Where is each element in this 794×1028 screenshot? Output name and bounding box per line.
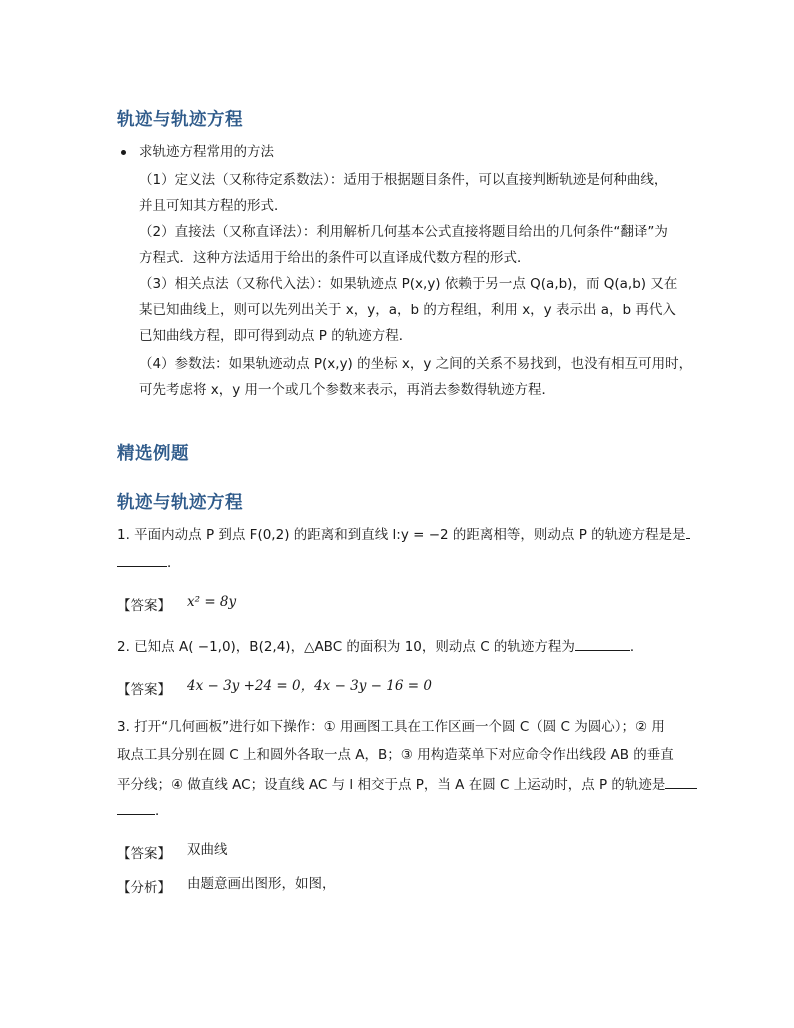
question-3-line-2: 取点工具分别在圆 C 上和圆外各取一点 A，B；③ 用构造菜单下对应命令作出线段 AB 的垂直 bbox=[117, 747, 674, 763]
answer-3: 双曲线 bbox=[187, 842, 228, 858]
question-1-text bbox=[117, 526, 690, 544]
question-3-continuation bbox=[117, 800, 169, 820]
question-1-end: ． bbox=[167, 555, 181, 571]
method-line-3: （2）直接法（又称直译法）：利用解析几何基本公式直接将题目给出的几何条件“翻译”为 bbox=[139, 224, 668, 240]
section-title-examples: 精选例题 bbox=[117, 444, 189, 464]
method-line-9: 可先考虑将 x，y 用一个或几个参数来表示，再消去参数得轨迹方程． bbox=[139, 382, 556, 398]
question-1-blank-start bbox=[686, 538, 690, 539]
method-line-4: 方程式．这种方法适用于给出的条件可以直译成代数方程的形式． bbox=[139, 250, 531, 266]
question-3-blank-start bbox=[665, 774, 697, 789]
question-2-end: ． bbox=[629, 639, 644, 655]
method-line-8: （4）参数法：如果轨迹动点 P(x,y) 的坐标 x，y 之间的关系不易找到，也没有相互可用时， bbox=[139, 356, 693, 372]
method-line-5: （3）相关点法（又称代入法）：如果轨迹点 P(x,y) 依赖于另一点 Q(a,b)，而 Q(a,b) 又在 bbox=[139, 276, 678, 292]
answer-2-label: 【答案】 bbox=[117, 682, 171, 698]
question-3-end: ． bbox=[155, 803, 169, 819]
answer-1: x² = 8y bbox=[187, 594, 237, 610]
method-line-6: 某已知曲线上，则可以先列出关于 x，y，a，b 的方程组，利用 x，y 表示出 a，b 再代入 bbox=[139, 302, 676, 318]
bullet-text: 求轨迹方程常用的方法 bbox=[139, 144, 274, 160]
question-2-body: 2. 已知点 A( −1,0)，B(2,4)，△ABC 的面积为 10，则动点 C 的轨迹方程为 bbox=[117, 639, 575, 655]
section-title-locus: 轨迹与轨迹方程 bbox=[117, 110, 243, 130]
answer-3-label: 【答案】 bbox=[117, 846, 171, 862]
section-title-locus-2: 轨迹与轨迹方程 bbox=[117, 493, 243, 513]
question-1-continuation bbox=[117, 552, 181, 572]
method-line-1: （1）定义法（又称待定系数法）：适用于根据题目条件，可以直接判断轨迹是何种曲线， bbox=[139, 172, 668, 188]
question-3-blank bbox=[117, 800, 155, 815]
question-3-line-3 bbox=[117, 774, 697, 794]
question-3-line-1: 3. 打开“几何画板”进行如下操作：① 用画图工具在工作区画一个圆 C（圆 C 为圆心）；② 用 bbox=[117, 719, 665, 735]
analysis-3-label: 【分析】 bbox=[117, 880, 171, 896]
analysis-3: 由题意画出图形，如图， bbox=[187, 876, 336, 892]
question-2-text bbox=[117, 636, 643, 656]
question-3-line-3-body: 平分线；④ 做直线 AC；设直线 AC 与 l 相交于点 P，当 A 在圆 C 上运动时，点 P 的轨迹是 bbox=[117, 777, 666, 793]
answer-2: 4x − 3y +24 = 0，4x − 3y − 16 = 0 bbox=[187, 678, 432, 694]
answer-1-label: 【答案】 bbox=[117, 598, 171, 614]
question-1-body: 1. 平面内动点 P 到点 F(0,2) 的距离和到直线 l:y = −2 的距离相等，则动点 P 的轨迹方程是是 bbox=[117, 527, 686, 543]
bullet-icon bbox=[121, 150, 126, 155]
question-1-blank bbox=[117, 552, 167, 567]
method-line-7: 已知曲线方程，即可得到动点 P 的轨迹方程． bbox=[139, 328, 413, 344]
method-line-2: 并且可知其方程的形式． bbox=[139, 198, 288, 214]
question-2-blank bbox=[575, 636, 630, 651]
